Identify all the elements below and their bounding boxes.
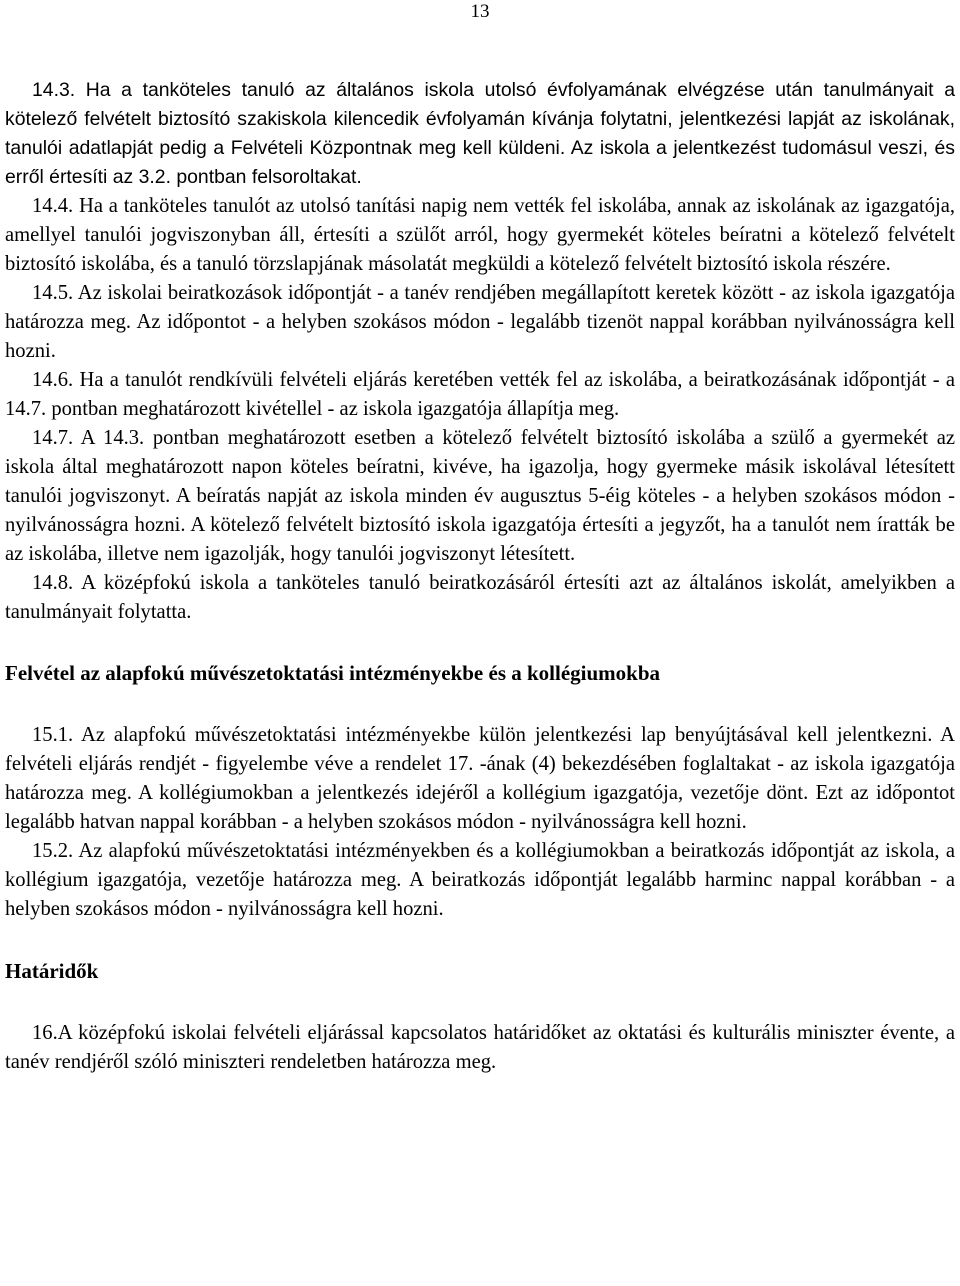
paragraph-14-8: 14.8. A középfokú iskola a tanköteles tanuló beiratkozásáról értesíti azt az általános iskolát, amelyikben a tanulmányait folytatta. — [5, 572, 955, 623]
paragraph-16: 16.A középfokú iskolai felvételi eljárással kapcsolatos határidőket az oktatási és kulturális miniszter évente, a tanév rendjéről szóló miniszteri rendeletben határozza meg. — [5, 1022, 955, 1073]
section-heading-deadlines: Határidők — [5, 959, 99, 983]
paragraph-14-4: 14.4. Ha a tanköteles tanulót az utolsó tanítási napig nem vették fel iskolába, annak az iskolának az igazgatója, amellyel tanulói jogviszonyban áll, értesíti a szülőt arról, hogy gyermekét köteles beíratni a kötelező felvételt biztosító iskolába, és a tanuló törzslapjának másolatát megküldi a kötelező felvételt biztosító iskola részére. — [5, 195, 955, 275]
paragraph-15-1: 15.1. Az alapfokú művészetoktatási intézményekbe külön jelentkezési lap benyújtásával kell jelentkezni. A felvételi eljárás rendjét - figyelembe véve a rendelet 17. -ának (4) bekezdésében foglaltakat - az iskola igazgatója határozza meg. A kollégiumokban a jelentkezés idejéről a kollégium igazgatója, vezetője dönt. Ezt az időpontot legalább hatvan nappal korábban - a helyben szokásos módon - nyilvánosságra kell hozni. — [5, 724, 955, 833]
paragraph-14-7: 14.7. A 14.3. pontban meghatározott esetben a kötelező felvételt biztosító iskolába a szülő a gyermekét az iskola által meghatározott napon köteles beíratni, kivéve, ha igazolja, hogy gyermeke másik iskolával létesített tanulói jogviszonyt. A beíratás napját az iskola minden év augusztus 5-éig köteles - a helyben szokásos módon - nyilvánosságra hozni. A kötelező felvételt biztosító iskola igazgatója értesíti a jegyzőt, ha a tanulót nem íratták be az iskolába, illetve nem igazolják, hogy tanulói jogviszonyt létesített. — [5, 427, 955, 565]
page-number: 13 — [470, 1, 490, 22]
paragraph-15-2: 15.2. Az alapfokú művészetoktatási intézményekben és a kollégiumokban a beiratkozás időpontját az iskola, a kollégium igazgatója, vezetője határozza meg. A beiratkozás időpontját legalább harminc nappal korábban - a helyben szokásos módon - nyilvánosságra kell hozni. — [5, 840, 955, 920]
paragraph-14-3: 14.3. Ha a tanköteles tanuló az általános iskola utolsó évfolyamának elvégzése után tanulmányait a kötelező felvételt biztosító szakiskola kilencedik évfolyamán kívánja folytatni, jelentkezési lapját az iskolának, tanulói adatlapját pedig a Felvételi Központnak meg kell küldeni. Az iskola a jelentkezést tudomásul veszi, és erről értesíti az 3.2. pontban felsoroltakat. — [5, 79, 955, 188]
paragraph-14-5: 14.5. Az iskolai beiratkozások időpontját - a tanév rendjében megállapított keretek között - az iskola igazgatója határozza meg. Az időpontot - a helyben szokásos módon - legalább tizenöt nappal korábban nyilvánosságra kell hozni. — [5, 282, 955, 362]
section-heading-art-schools: Felvétel az alapfokú művészetoktatási intézményekbe és a kollégiumokba — [5, 661, 661, 685]
paragraph-14-6: 14.6. Ha a tanulót rendkívüli felvételi eljárás keretében vették fel az iskolába, a beiratkozásának időpontját - a 14.7. pontban meghatározott kivétellel - az iskola igazgatója állapítja meg. — [5, 369, 955, 420]
document-body — [5, 76, 955, 1077]
